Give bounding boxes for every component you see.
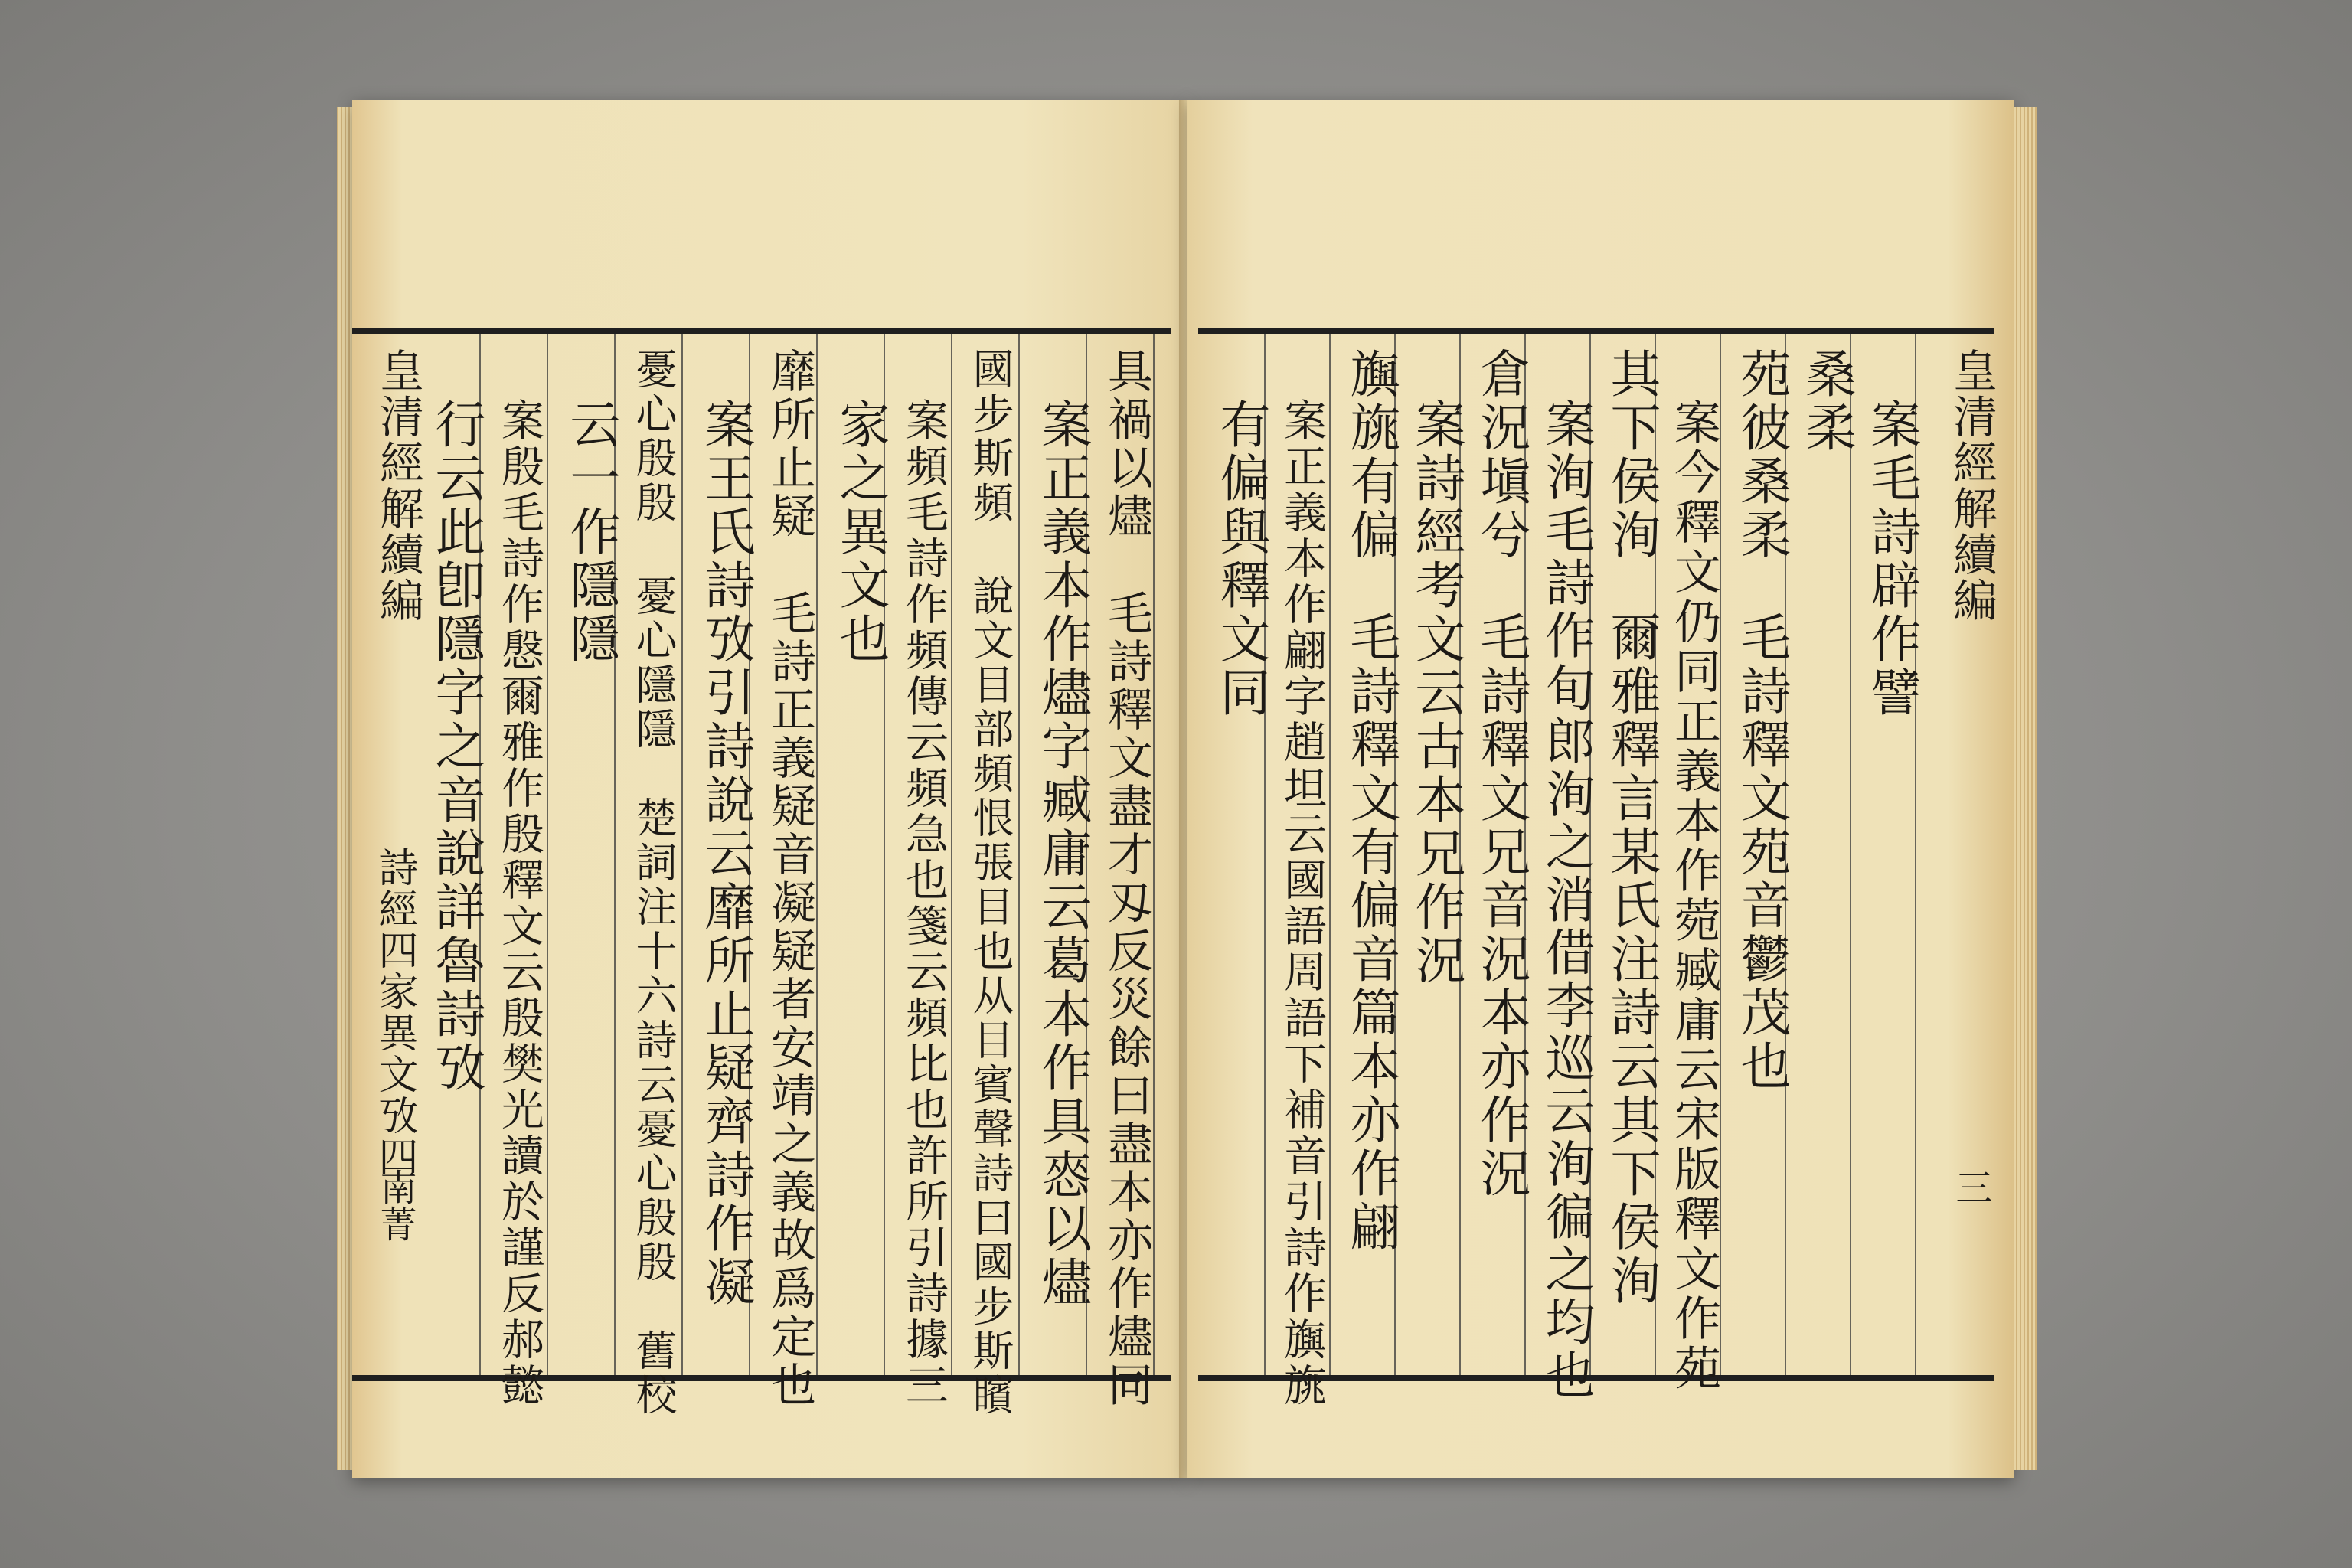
column-text: 毛詩釋文有偏音篇本亦作翩 <box>1341 611 1400 1254</box>
column-rule <box>1850 334 1851 1375</box>
column-rule <box>681 334 683 1375</box>
column-heading: 旟旐有偏 <box>1341 348 1400 562</box>
column-text: 案殷毛詩作慇爾雅作殷釋文云殷樊光讀於謹反郝懿 <box>495 398 544 1409</box>
column-rule <box>1153 334 1155 1375</box>
text-column <box>1667 348 1721 1393</box>
column-text: 毛詩釋文兄音況本亦作況 <box>1472 611 1530 1200</box>
text-column <box>1211 348 1270 720</box>
column-text: 案詩經考文云古本兄作況 <box>1406 398 1465 988</box>
open-book <box>337 84 2029 1485</box>
left-margin-footer: 南菁 <box>374 1168 416 1242</box>
column-text: 案頻毛詩作頻傳云頻急也箋云頻比也許所引詩據三 <box>899 398 949 1409</box>
right-margin-footer: 三 <box>1949 1168 1992 1205</box>
text-column <box>561 348 620 666</box>
column-rule <box>951 334 952 1375</box>
left-margin-title: 皇清經解續編 <box>372 348 424 623</box>
column-text: 家之異文也 <box>831 398 890 666</box>
text-column <box>1100 348 1153 1410</box>
column-heading: 具禍以燼 <box>1100 348 1153 541</box>
column-text: 行云此卽隱字之音說詳魯詩攷 <box>426 398 485 1095</box>
left-margin-subtitle: 詩經四家異文攷四 <box>371 847 417 1178</box>
column-text: 案洵毛詩作旬郎洵之消借李巡云洵徧之均也 <box>1537 398 1594 1402</box>
column-heading: 桑柔 <box>1797 348 1856 455</box>
column-heading: 國步斯頻 <box>966 348 1014 525</box>
column-text: 毛詩釋文苑音鬱茂也 <box>1732 611 1791 1093</box>
column-text: 憂心隱隱 楚詞注十六詩云憂心殷殷 舊校 <box>629 574 678 1418</box>
text-column <box>966 348 1014 1418</box>
column-heading: 靡所止疑 <box>763 348 816 541</box>
column-rule <box>816 334 818 1375</box>
column-text: 案毛詩辟作譬 <box>1862 398 1921 720</box>
text-column <box>1732 348 1791 1093</box>
column-rule <box>547 334 548 1375</box>
column-text: 毛詩釋文盡才刄反災餘曰盡本亦作燼同 <box>1100 590 1153 1410</box>
column-heading: 憂心殷殷 <box>629 348 678 525</box>
text-column <box>1602 348 1661 1308</box>
text-column <box>629 348 678 1418</box>
text-column <box>495 348 544 1409</box>
left-text-frame <box>352 328 1171 1418</box>
column-text: 云一作隱隱 <box>561 398 620 666</box>
text-column <box>1472 348 1530 1200</box>
column-rule <box>1329 334 1331 1375</box>
column-text: 案今釋文仍同正義本作菀臧庸云宋版釋文作苑 <box>1667 398 1721 1393</box>
right-page-edges <box>2014 107 2037 1470</box>
text-column <box>1406 348 1465 988</box>
text-column <box>696 348 755 1309</box>
right-margin-title: 皇清經解續編 <box>1945 348 1998 623</box>
text-column <box>1537 348 1594 1402</box>
column-text: 毛詩正義疑音凝疑者安靖之義故爲定也 <box>763 590 816 1410</box>
text-column <box>1033 348 1092 1309</box>
column-text: 案王氏詩攷引詩說云靡所止疑齊詩作凝 <box>696 398 755 1309</box>
column-text: 說文目部頻恨張目也从目賓聲詩曰國步斯矉 <box>966 574 1014 1418</box>
column-rule <box>1018 334 1020 1375</box>
text-column <box>1277 348 1327 1409</box>
text-column <box>426 348 485 1095</box>
column-text: 案正義本作燼字臧庸云葛本作具㤲以燼 <box>1033 398 1092 1309</box>
column-text: 案正義本作翩字趙坦云國語周語下補音引詩作旟旐 <box>1277 398 1327 1409</box>
text-column <box>1341 348 1400 1254</box>
text-column <box>763 348 816 1410</box>
text-column <box>899 348 949 1409</box>
book-gutter <box>1179 100 1194 1478</box>
column-text: 爾雅釋言某氏注詩云其下侯洵 <box>1602 611 1661 1308</box>
text-column <box>1797 348 1856 455</box>
column-heading: 其下侯洵 <box>1602 348 1661 562</box>
text-column <box>1862 348 1921 720</box>
column-text: 有偏與釋文同 <box>1211 398 1270 720</box>
right-text-frame <box>1198 328 1998 1409</box>
text-column <box>831 348 890 666</box>
column-heading: 倉況塡兮 <box>1472 348 1530 562</box>
column-heading: 苑彼桑柔 <box>1732 348 1791 562</box>
